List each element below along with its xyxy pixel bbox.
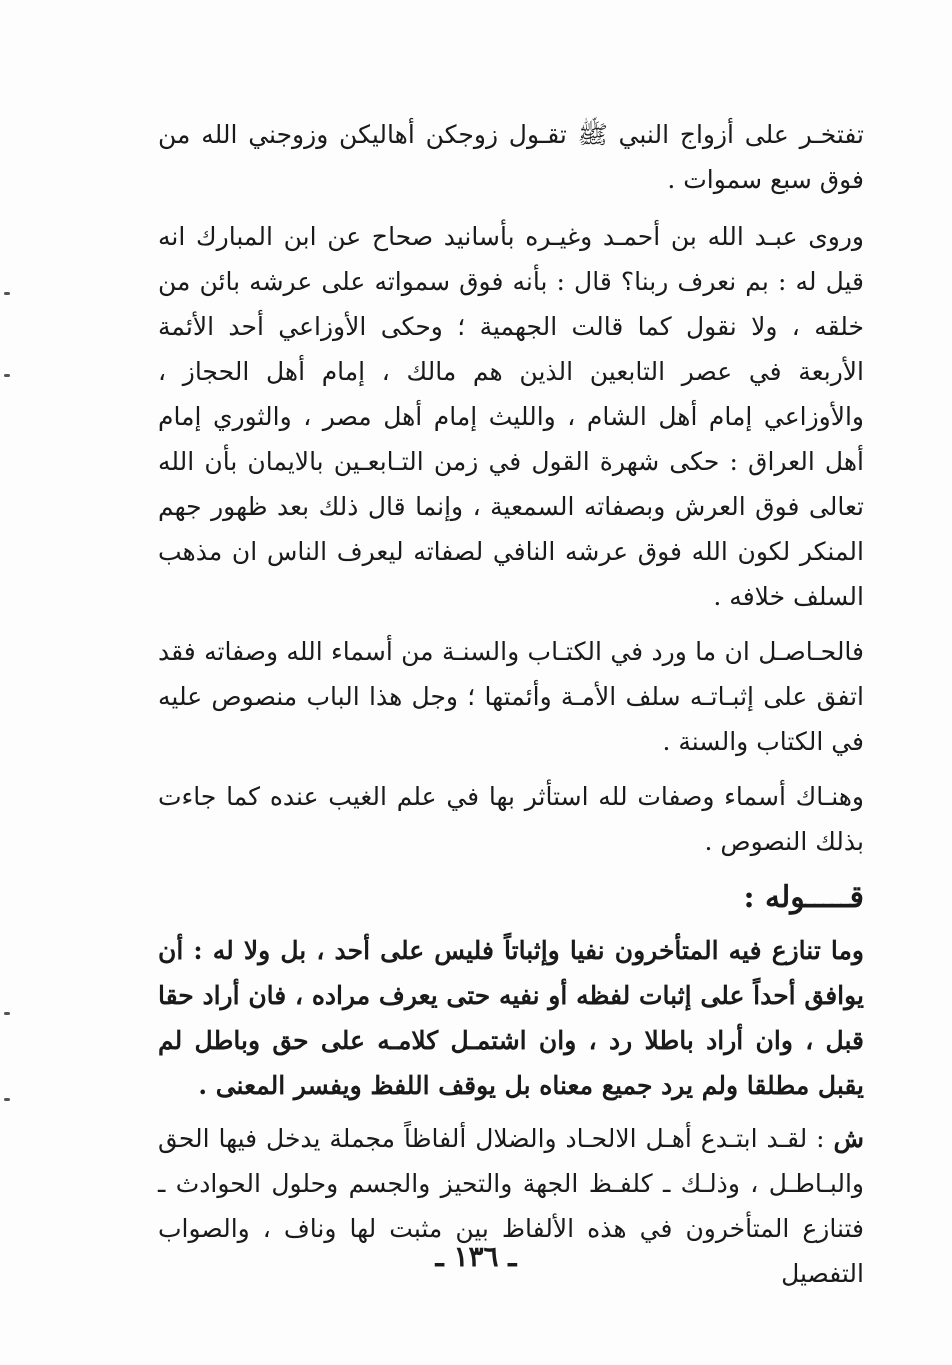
commentary-lead: ش: [833, 1124, 864, 1153]
margin-mark: [4, 1098, 10, 1101]
quoted-text-paragraph: وما تنازع فيه المتأخرون نفيا وإثباتاً فليس على أحد ، بل ولا له : أن يوافق أحداً على إثبات لفظه أو نفيه حتى يعرف مراده ، فان أراد حقا قبل ، وان أراد باطلا رد ، وان اشتمـل كلامـه على حق وباطل لم يقبل مطلقا ولم يرد جميع معناه بل يوقف اللفظ ويفسر المعنى .: [158, 936, 864, 1100]
paragraph-1: تفتخـر على أزواج النبي ﷺ تقـول زوجكن أهاليكن وزوجني الله من فوق سبع سموات .: [158, 120, 864, 194]
margin-mark: [4, 292, 10, 295]
commentary-text: : لقـد ابتـدع أهـل الالحـاد والضلال ألفاظاً مجملة يدخل فيها الحق والبـاطـل ، وذلـك ـ كلفـظ الجهة والتحيز والجسم وحلول الحوادث ـ فتنازع المتأخرون في هذه الألفاظ بين مثبت لها وناف ، والصواب التفصيل: [158, 1124, 864, 1288]
margin-mark: [4, 1012, 10, 1015]
margin-mark: [4, 374, 10, 377]
section-heading: قـــــوله :: [743, 880, 864, 915]
paragraph-3: فالحـاصـل ان ما ورد في الكتـاب والسنـة من أسماء الله وصفاته فقد اتفق على إثبـاتـه سلف الأمـة وأئمتها ؛ وجل هذا الباب منصوص عليه في الكتاب والسنة .: [158, 637, 864, 756]
page-body: [158, 112, 864, 1306]
page-number: ـ ١٣٦ ـ: [435, 1240, 517, 1273]
paragraph-4: وهنـاك أسماء وصفات لله استأثر بها في علم الغيب عنده كما جاءت بذلك النصوص .: [158, 782, 864, 856]
paragraph-2: وروى عبـد الله بن أحمـد وغيـره بأسانيد صحاح عن ابن المبارك انه قيل له : بم نعرف ربنا؟ قال : بأنه فوق سمواته على عرشه بائن من خلقه ، ولا نقول كما قالت الجهمية ؛ وحكى الأوزاعي أحد الأئمة الأربعة في عصر التابعين الذين هم مالك ، إمام أهل الحجاز ، والأوزاعي إمام أهل الشام ، والليث إمام أهل مصر ، والثوري إمام أهل العراق : حكى شهرة القول في زمن التـابعـين بالايمان بأن الله تعالى فوق العرش وبصفاته السمعية ، وإنما قال ذلك بعد ظهور جهم المنكر لكون الله فوق عرشه النافي لصفاته ليعرف الناس ان مذهب السلف خلافه .: [158, 222, 864, 611]
